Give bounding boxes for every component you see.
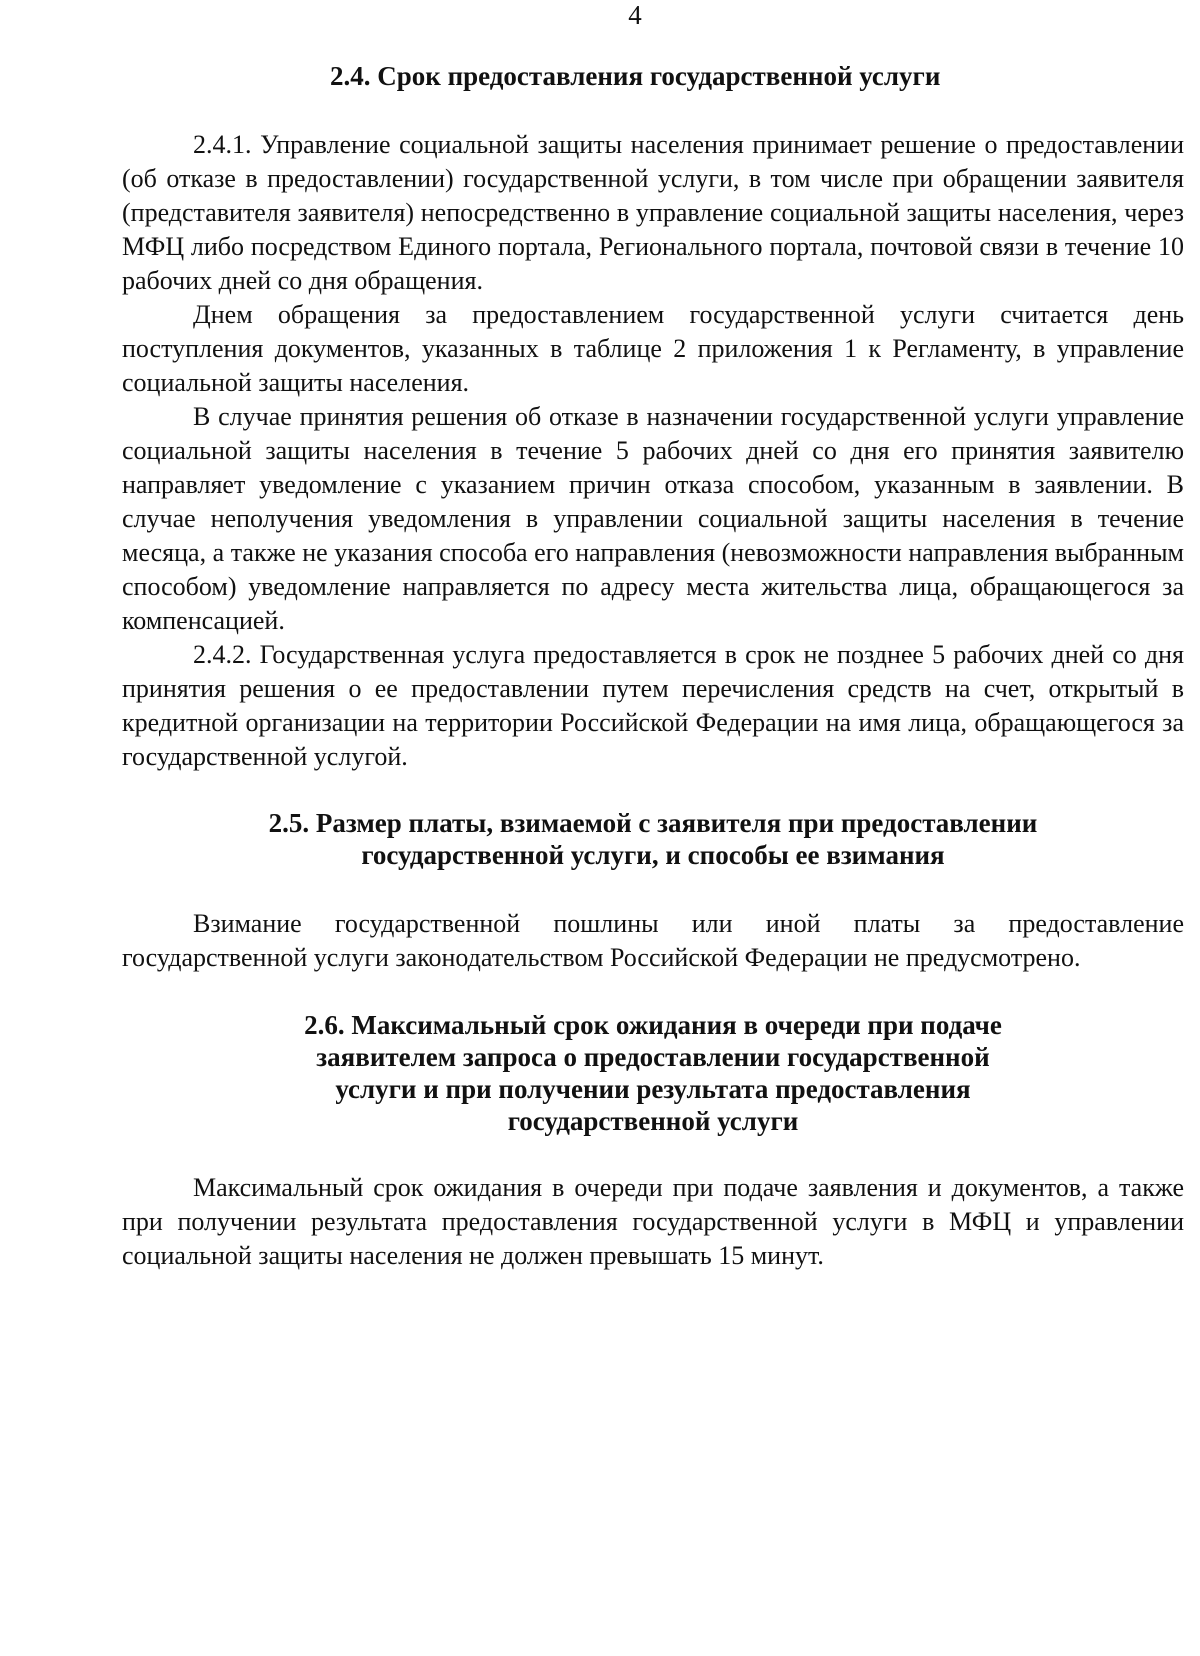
heading-line: 2.4. Срок предоставления государственной услуги <box>330 61 941 91</box>
paragraph: В случае принятия решения об отказе в назначении государственной услуги управление социальной защиты населения в течение 5 рабочих дней со дня его принятия заявителю направляет уведомление с указанием причин отказа способом, указанным в заявлении. В случае неполучения уведомления в управлении социальной защиты населения в течение месяца, а также не указания способа его направления (невозможности направления выбранным способом) уведомление направляется по адресу места жительства лица, обращающегося за компенсацией. <box>122 402 1184 635</box>
heading-line: услуги и при получении результата предоставления <box>335 1074 971 1104</box>
section-2-6 <box>122 1009 1184 1273</box>
paragraph: 2.4.1. Управление социальной защиты населения принимает решение о предоставлении (об отказе в предоставлении) государственной услуги, в том числе при обращении заявителя (представителя заявителя) непосредственно в управление социальной защиты населения, через МФЦ либо посредством Единого портала, Регионального портала, почтовой связи в течение 10 рабочих дней со дня обращения. <box>122 130 1184 295</box>
section-heading <box>122 807 1184 871</box>
paragraph: 2.4.2. Государственная услуга предоставляется в срок не позднее 5 рабочих дней со дня принятия решения о ее предоставлении путем перечисления средств на счет, открытый в кредитной организации на территории Российской Федерации на имя лица, обращающегося за государственной услугой. <box>122 640 1184 771</box>
heading-line: заявителем запроса о предоставлении государственной <box>316 1042 990 1072</box>
heading-line: 2.5. Размер платы, взимаемой с заявителя при предоставлении <box>268 808 1038 838</box>
section-heading <box>330 60 1184 92</box>
paragraph: Днем обращения за предоставлением государственной услуги считается день поступления документов, указанных в таблице 2 приложения 1 к Регламенту, в управление социальной защиты населения. <box>122 300 1184 397</box>
heading-line: государственной услуги <box>507 1106 799 1136</box>
paragraph: Максимальный срок ожидания в очереди при подаче заявления и документов, а также при получении результата предоставления государственной услуги в МФЦ и управлении социальной защиты населения не должен превышать 15 минут. <box>122 1173 1184 1270</box>
heading-line: государственной услуги, и способы ее взимания <box>361 840 945 870</box>
section-2-5 <box>122 807 1184 975</box>
document-body <box>122 60 1184 1273</box>
paragraph: Взимание государственной пошлины или иной платы за предоставление государственной услуги законодательством Российской Федерации не предусмотрено. <box>122 909 1184 972</box>
page-number: 4 <box>628 0 642 30</box>
heading-line: 2.6. Максимальный срок ожидания в очереди при подаче <box>304 1010 1002 1040</box>
section-2-4 <box>122 60 1184 774</box>
section-heading <box>122 1009 1184 1137</box>
